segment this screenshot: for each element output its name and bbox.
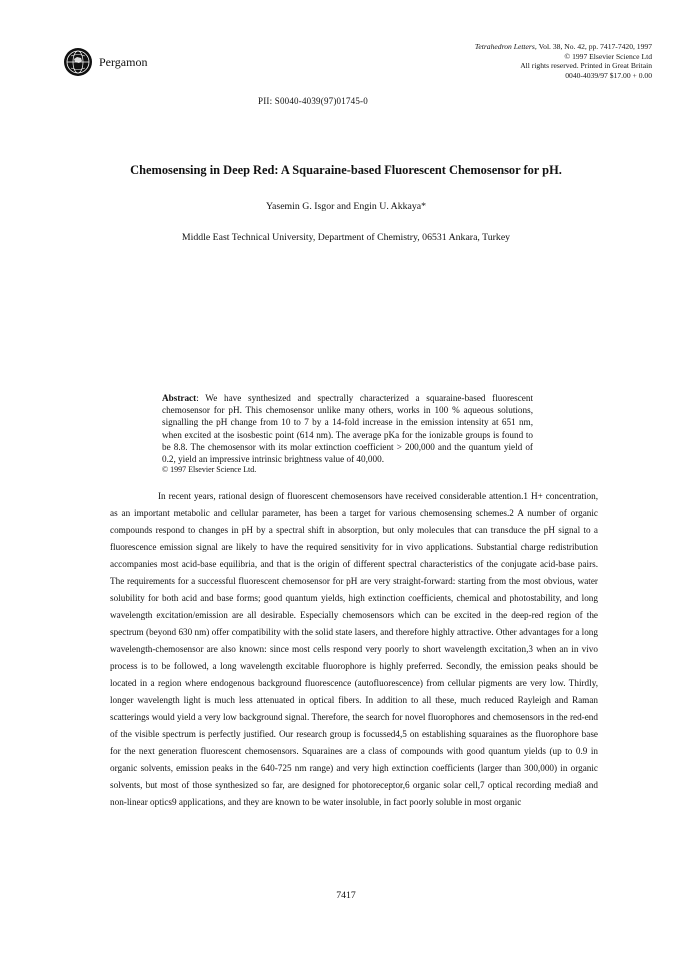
- pii-identifier: PII: S0040-4039(97)01745-0: [258, 96, 368, 106]
- publisher-logo: [63, 47, 147, 77]
- journal-citation: [312, 42, 652, 52]
- author-affiliation: Middle East Technical University, Department of Chemistry, 06531 Ankara, Turkey: [181, 232, 511, 243]
- abstract-text: : We have synthesized and spectrally characterized a squaraine-based fluorescent chemosensor for pH. This chemosensor unlike many others, works in 100 % aqueous solutions, signalling the pH change from 10 to 7 by a 14-fold increase in the emission intensity at 651 nm, when excited at the isosbestic point (614 nm). The average pKa for the ionizable groups is found to be 8.8. The chemosensor with its molar extinction coefficient > 200,000 and the quantum yield of 0.2, yield an impressive intrinsic brightness value of 40,000.: [162, 393, 533, 465]
- abstract-block: [162, 392, 533, 475]
- article-title: Chemosensing in Deep Red: A Squaraine-based Fluorescent Chemosensor for pH.: [130, 163, 562, 177]
- price-line: 0040-4039/97 $17.00 + 0.00: [565, 70, 652, 80]
- body-paragraph-text: In recent years, rational design of fluorescent chemosensors have received considerable attention.1 H+ concentration, as an important metabolic and cellular parameter, has been a target for various chemosensing schemes.2 A number of organic compounds respond to changes in pH by a spectral shift in absorption, but only molecules that can transduce the pH signal to a fluorescence emission signal are likely to have the required sensitivity for in vivo applications. Substantial charge redistribution accompanies most acid-base equilibria, and that is the origin of different spectral characteristics of the conjugate acid-base pairs. The requirements for a successful fluorescent chemosensor for pH are very straight-forward: starting from the most obvious, water solubility for both acid and base forms; good quantum yields, high extinction coefficients, chemical and photostability, and long wavelength excitation/emission are all desirable. Especially chemosensors which can be excited in the deep-red region of the spectrum (beyond 630 nm) offer compatibility with the solid state lasers, and therefore highly attractive. Other advantages for a long wavelength-chemosensor are also known: since most cells respond very poorly to short wavelength excitation,3 when an in vivo process is to be followed, a long wavelength excitable fluorophore is highly preferred. Secondly, the emission peaks should be located in a region where endogenous background fluorescence (autofluorescence) from cellular pigments are very low. Thirdly, longer wavelength light is much less attenuated in optical fibers. In addition to all these, much reduced Rayleigh and Raman scatterings would yield a very low background signal. Therefore, the search for novel fluorophores and chemosensors in the red-end of the visible spectrum is perfectly justified. Our research group is focussed4,5 on establishing squaraines as the fluorophore base for the next generation fluorescent chemosensors. Squaraines are a class of compounds with good quantum yields (up to 0.9 in organic solvents, emission peaks in the 640-725 nm range) and very high extinction coefficients (larger than 300,000) in organic solvents, but most of those synthesized so far, are designed for photoreceptor,6 organic solar cell,7 optical recording media8 and non-linear optics9 applications, and they are known to be water insoluble, in fact poorly soluble in most organic: [110, 491, 598, 807]
- page-number: 7417: [336, 890, 356, 901]
- abstract-copyright: © 1997 Elsevier Science Ltd.: [162, 465, 257, 475]
- body-paragraph: [110, 488, 598, 811]
- rights-line: All rights reserved. Printed in Great Britain: [520, 61, 652, 71]
- journal-name: Tetrahedron Letters,: [474, 42, 537, 51]
- copyright-line: © 1997 Elsevier Science Ltd: [564, 51, 652, 61]
- pergamon-globe-icon: [63, 47, 93, 77]
- abstract-label: Abstract: [162, 393, 197, 403]
- article-authors: Yasemin G. Isgor and Engin U. Akkaya*: [265, 201, 427, 212]
- publisher-name: Pergamon: [99, 54, 148, 69]
- citation-block: [312, 42, 652, 80]
- volume-pages: Vol. 38, No. 42, pp. 7417-7420, 1997: [538, 42, 652, 51]
